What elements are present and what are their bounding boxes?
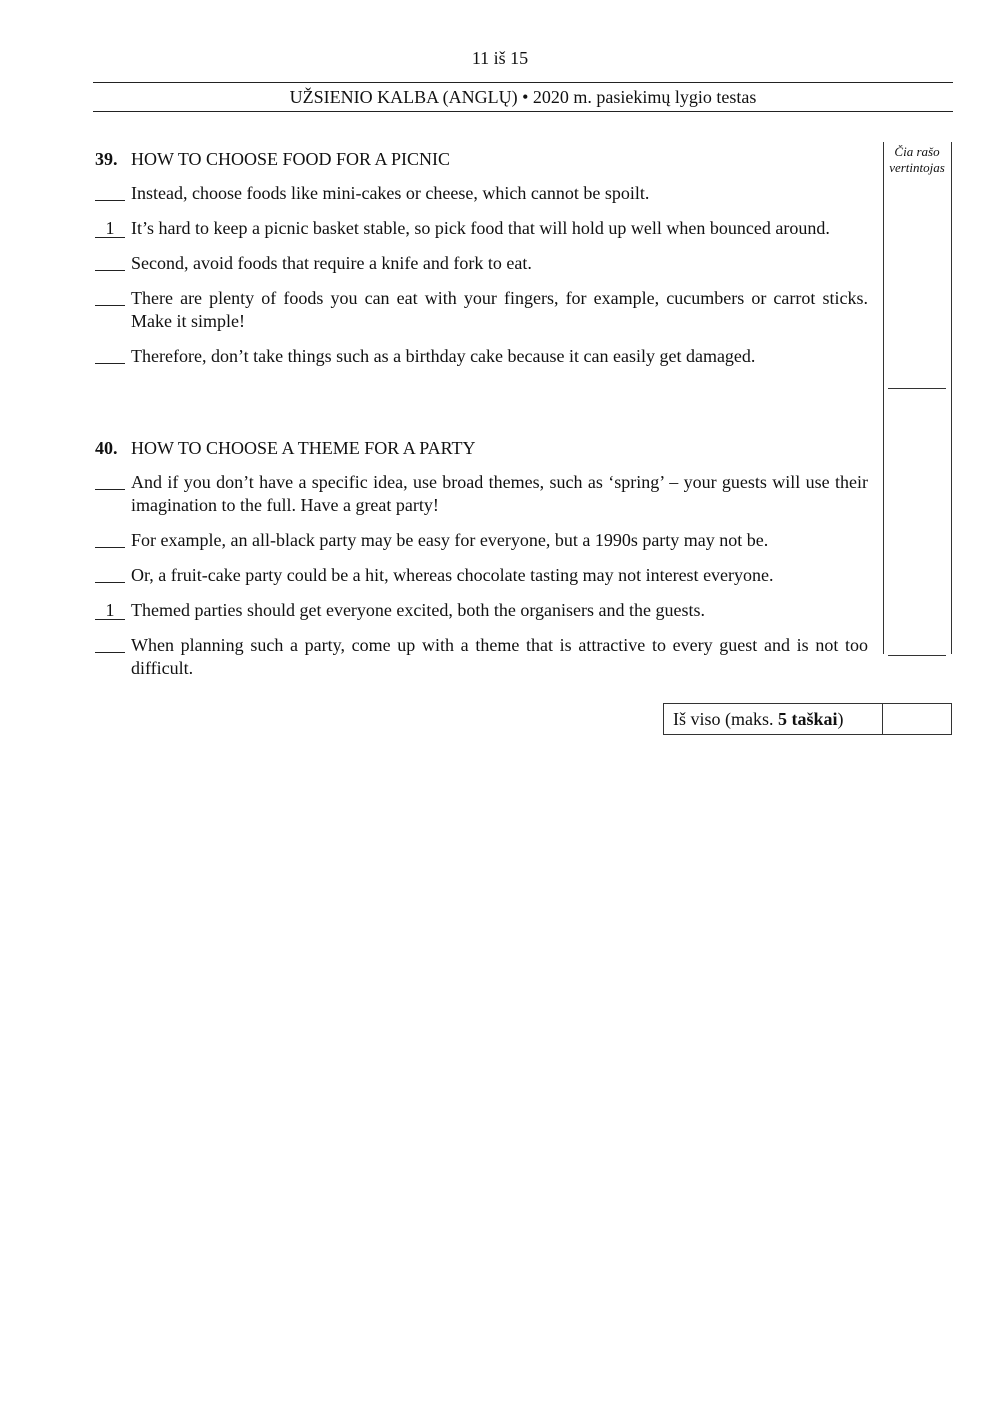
grader-label-line1: Čia rašo <box>894 144 940 159</box>
grader-label <box>884 144 950 176</box>
answer-blank[interactable]: 1 <box>95 217 125 240</box>
list-item <box>95 634 868 680</box>
total-points: 5 taškai <box>778 708 838 729</box>
item-text: Second, avoid foods that require a knife and fork to eat. <box>131 253 532 273</box>
list-item <box>95 182 868 205</box>
item-text: For example, an all-black party may be easy for everyone, but a 1990s party may not be. <box>131 530 769 550</box>
list-item <box>95 252 868 275</box>
task-heading: HOW TO CHOOSE FOOD FOR A PICNIC <box>131 149 451 169</box>
item-text: Or, a fruit-cake party could be a hit, whereas chocolate tasting may not interest everyone. <box>131 565 774 585</box>
item-text: Therefore, don’t take things such as a birthday cake because it can easily get damaged. <box>131 346 756 366</box>
grader-column <box>883 142 952 654</box>
list-item <box>95 599 868 622</box>
answer-blank[interactable] <box>95 252 125 277</box>
list-item <box>95 345 868 368</box>
header-top-rule <box>93 82 953 83</box>
item-text: Instead, choose foods like mini-cakes or cheese, which cannot be spoilt. <box>131 183 650 203</box>
header-title: UŽSIENIO KALBA (ANGLŲ) • 2020 m. pasiekimų lygio testas <box>289 87 757 107</box>
answer-blank[interactable] <box>95 345 125 370</box>
list-item <box>95 471 868 517</box>
list-item <box>95 217 868 240</box>
task-heading: HOW TO CHOOSE A THEME FOR A PARTY <box>131 438 476 458</box>
score-field-39[interactable] <box>888 388 946 389</box>
answer-blank[interactable]: 1 <box>95 599 125 622</box>
item-text: There are plenty of foods you can eat with your fingers, for example, cucumbers or carrot sticks. Make it simple! <box>131 288 868 331</box>
score-field-40[interactable] <box>888 655 946 656</box>
task-40 <box>95 437 868 680</box>
header-bottom-rule <box>93 111 953 112</box>
task-39 <box>95 148 868 368</box>
list-item <box>95 564 868 587</box>
answer-blank[interactable] <box>95 529 125 554</box>
task-number: 40. <box>95 438 118 458</box>
total-score-label <box>664 704 883 734</box>
answer-blank[interactable] <box>95 564 125 589</box>
grader-label-line2: vertintojas <box>889 160 945 175</box>
item-text: When planning such a party, come up with a theme that is attractive to every guest and is not too difficult. <box>131 635 868 678</box>
total-score-box <box>663 703 952 735</box>
answer-blank[interactable] <box>95 182 125 207</box>
task-title <box>95 437 868 459</box>
total-suffix: ) <box>837 708 844 729</box>
total-score-field[interactable] <box>883 704 951 734</box>
item-text: Themed parties should get everyone excited, both the organisers and the guests. <box>131 600 706 620</box>
list-item <box>95 529 868 552</box>
page-number: 11 iš 15 <box>471 48 529 68</box>
answer-blank[interactable] <box>95 287 125 312</box>
item-text: It’s hard to keep a picnic basket stable, so pick food that will hold up well when bounced around. <box>131 218 830 238</box>
answer-blank[interactable] <box>95 634 125 659</box>
answer-blank[interactable] <box>95 471 125 496</box>
task-number: 39. <box>95 149 118 169</box>
total-prefix: Iš viso (maks. <box>673 708 778 729</box>
task-title <box>95 148 868 170</box>
list-item <box>95 287 868 333</box>
item-text: And if you don’t have a specific idea, use broad themes, such as ‘spring’ – your guests will use their imagination to the full. Have a great party! <box>131 472 868 515</box>
